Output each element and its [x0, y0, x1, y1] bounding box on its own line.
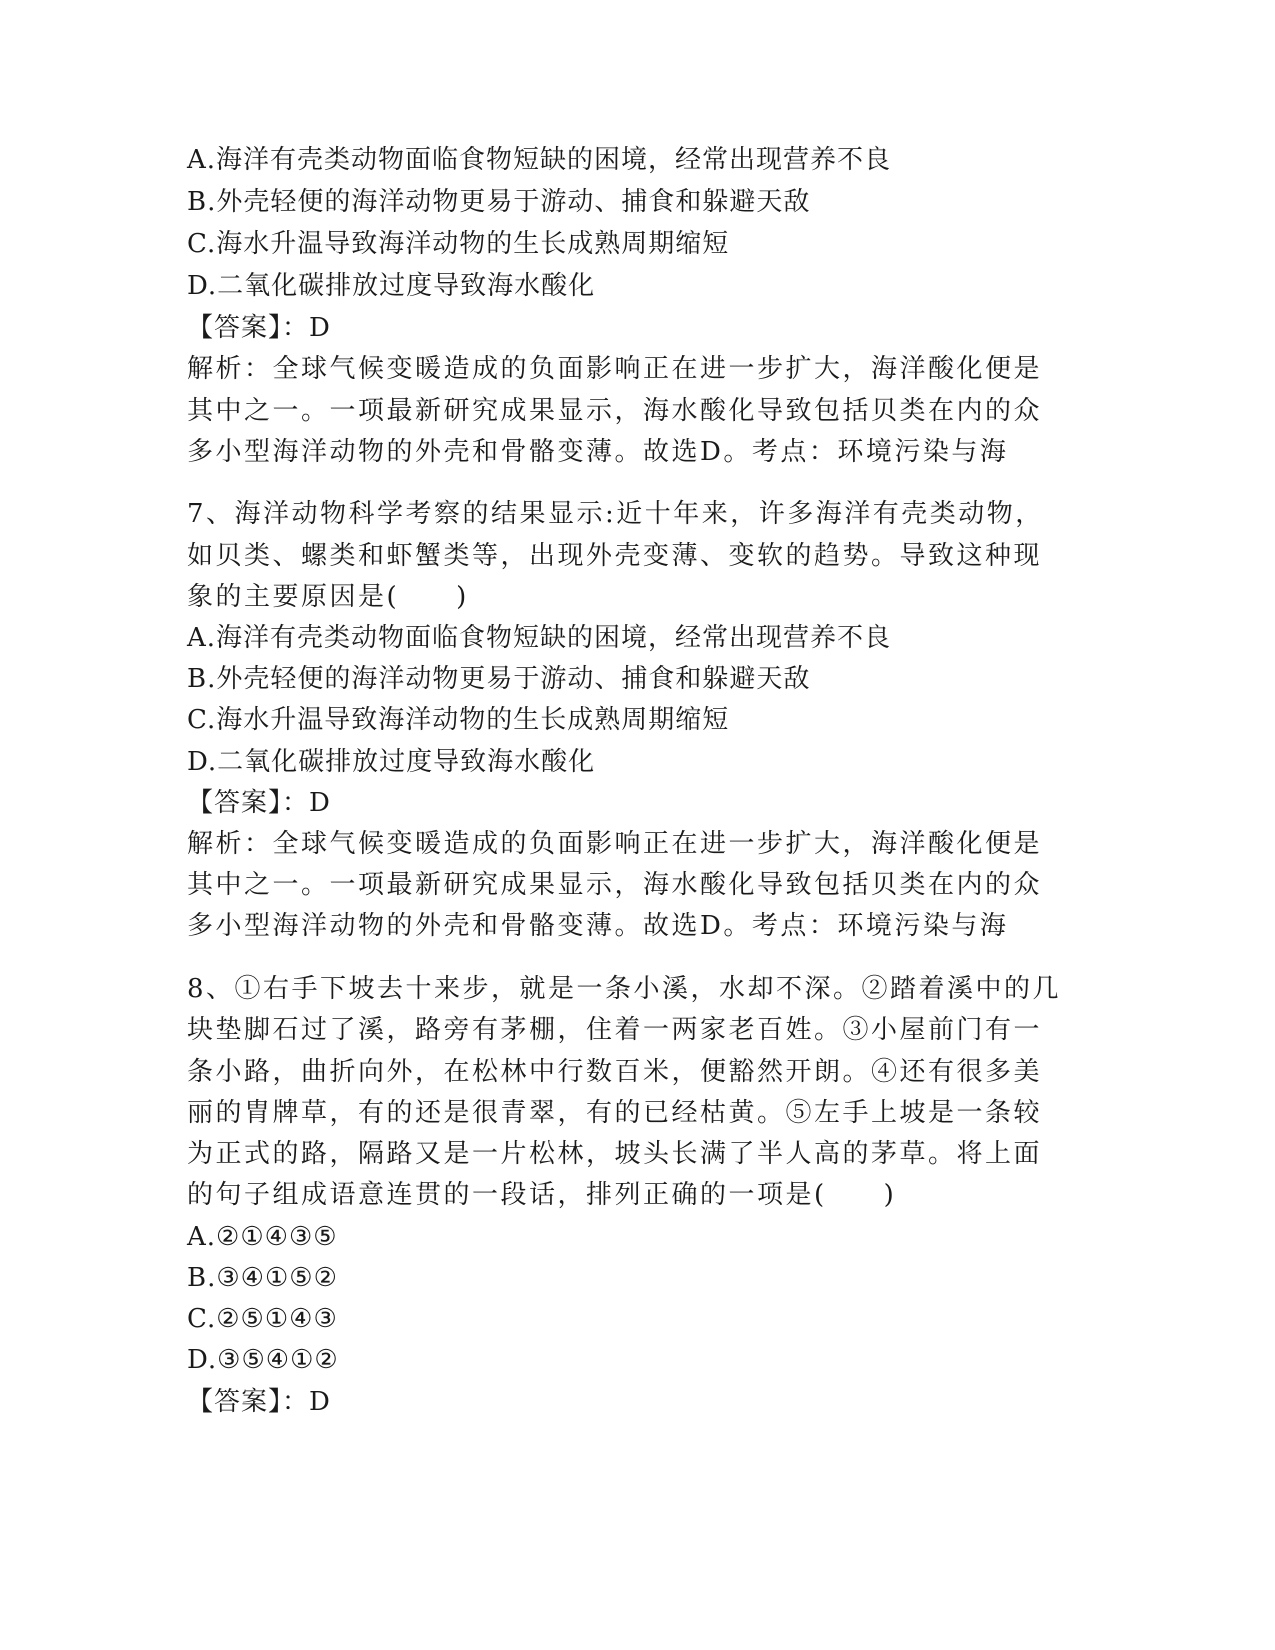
- question-stem-line: 象的主要原因是( ): [187, 582, 469, 612]
- analysis-line: 解析：全球气候变暖造成的负面影响正在进一步扩大，海洋酸化便是: [187, 829, 1043, 859]
- option-a: A.海洋有壳类动物面临食物短缺的困境，经常出现营养不良: [187, 623, 892, 653]
- answer-label: 【答案】：D: [187, 788, 331, 818]
- question-stem-line: 如贝类、螺类和虾蟹类等，出现外壳变薄、变软的趋势。导致这种现: [187, 541, 1043, 571]
- question-stem-line: 8、①右手下坡去十来步，就是一条小溪，水却不深。②踏着溪中的几: [187, 974, 1062, 1004]
- option-c: C.海水升温导致海洋动物的生长成熟周期缩短: [187, 229, 730, 259]
- option-b: B.外壳轻便的海洋动物更易于游动、捕食和躲避天敌: [187, 187, 811, 217]
- answer-label: 【答案】：D: [187, 1387, 331, 1417]
- option-d: D.③⑤④①②: [187, 1345, 339, 1375]
- question-stem-line: 为正式的路，隔路又是一片松林，坡头长满了半人高的茅草。将上面: [187, 1139, 1043, 1169]
- analysis-line: 其中之一。一项最新研究成果显示，海水酸化导致包括贝类在内的众: [187, 396, 1043, 426]
- analysis-line: 多小型海洋动物的外壳和骨骼变薄。故选D。考点：环境污染与海: [187, 911, 1009, 941]
- analysis-line: 其中之一。一项最新研究成果显示，海水酸化导致包括贝类在内的众: [187, 870, 1043, 900]
- option-c: C.②⑤①④③: [187, 1304, 338, 1334]
- option-b: B.③④①⑤②: [187, 1263, 338, 1293]
- option-b: B.外壳轻便的海洋动物更易于游动、捕食和躲避天敌: [187, 664, 811, 694]
- option-c: C.海水升温导致海洋动物的生长成熟周期缩短: [187, 705, 730, 735]
- question-stem-line: 块垫脚石过了溪，路旁有茅棚，住着一两家老百姓。③小屋前门有一: [187, 1015, 1043, 1045]
- option-d: D.二氧化碳排放过度导致海水酸化: [187, 271, 596, 301]
- option-a: A.海洋有壳类动物面临食物短缺的困境，经常出现营养不良: [187, 145, 892, 175]
- analysis-line: 解析：全球气候变暖造成的负面影响正在进一步扩大，海洋酸化便是: [187, 354, 1043, 384]
- option-a: A.②①④③⑤: [187, 1222, 338, 1252]
- analysis-line: 多小型海洋动物的外壳和骨骼变薄。故选D。考点：环境污染与海: [187, 437, 1009, 467]
- question-stem-line: 7、海洋动物科学考察的结果显示:近十年来，许多海洋有壳类动物，: [187, 499, 1044, 529]
- answer-label: 【答案】：D: [187, 313, 331, 343]
- question-stem-line: 条小路，曲折向外，在松林中行数百米，便豁然开朗。④还有很多美: [187, 1057, 1043, 1087]
- option-d: D.二氧化碳排放过度导致海水酸化: [187, 747, 596, 777]
- question-stem-line: 丽的胄牌草，有的还是很青翠，有的已经枯黄。⑤左手上坡是一条较: [187, 1098, 1043, 1128]
- question-stem-line: 的句子组成语意连贯的一段话，排列正确的一项是( ): [187, 1180, 897, 1210]
